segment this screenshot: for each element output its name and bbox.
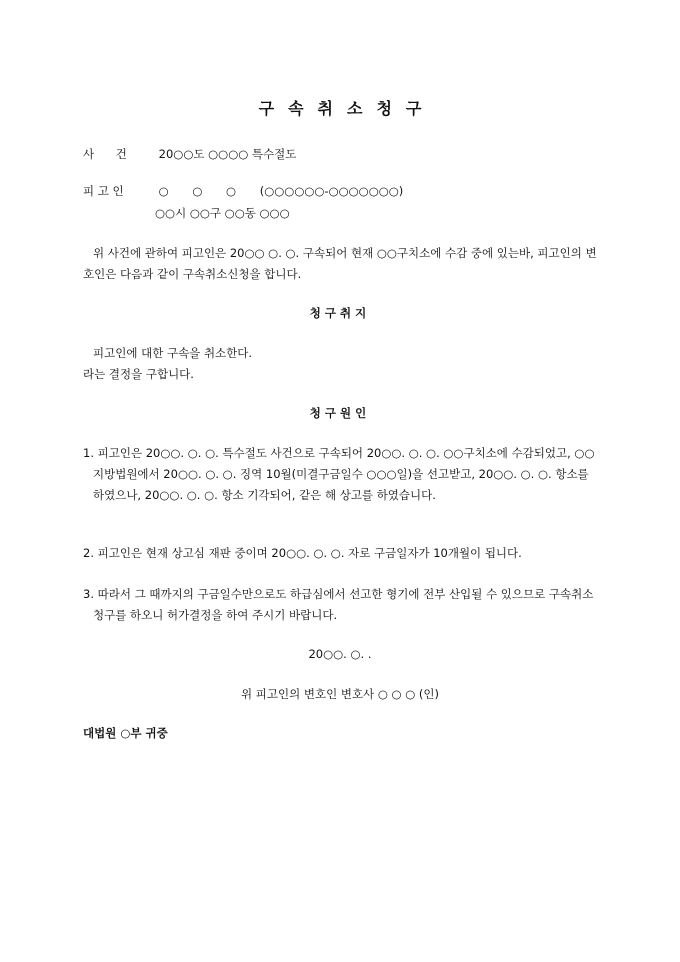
date-line: 20○○. ○. . (308, 647, 372, 661)
case-row (83, 146, 296, 162)
defendant-value: ○ ○ ○ (○○○○○○-○○○○○○○) (158, 184, 404, 198)
defendant-row (83, 183, 403, 199)
claim-line-1: 피고인에 대한 구속을 취소한다. (93, 346, 253, 360)
intro-paragraph: 위 사건에 관하여 피고인은 20○○ ○. ○. 구속되어 현재 ○○구치소에 수감 중에 있는바, 피고인의 변호인은 다음과 같이 구속취소신청을 합니다. (83, 246, 597, 281)
reason-item-3: 3. 따라서 그 때까지의 구금일수만으로도 하급심에서 선고한 형기에 전부 산입될 수 있으므로 구속취소청구를 하오니 허가결정을 하여 주시기 바랍니다. (83, 587, 594, 622)
signature-line: 위 피고인의 변호인 변호사 ○ ○ ○ (인) (241, 687, 439, 701)
reason-item-1: 1. 피고인은 20○○. ○. ○. 특수절도 사건으로 구속되어 20○○. ○. ○. ○○구치소에 수감되었고, ○○지방법원에서 20○○. ○. ○. 징역 10월(미결구금일수 ○○○일)을 선고받고, 20○○. ○. ○. 항소를 하였으나, 20○○. ○. ○. 항소 기각되어, 같은 해 상고를 하였습니다. (83, 446, 595, 502)
reason-item-2: 2. 피고인은 현재 상고심 재판 중이며 20○○. ○. ○. 자로 구금일자가 10개월이 됩니다. (83, 546, 522, 560)
defendant-label: 피 고 인 (83, 184, 124, 198)
case-value: 20○○도 ○○○○ 특수절도 (158, 147, 297, 161)
case-label: 사 건 (83, 147, 127, 161)
section-heading-reason: 청구원인 (309, 406, 371, 420)
section-heading-claim: 청구취지 (309, 306, 371, 320)
claim-line-2: 라는 결정을 구합니다. (83, 367, 194, 381)
defendant-address: ○○시 ○○구 ○○동 ○○○ (155, 206, 290, 220)
court-addressee: 대법원 ○부 귀중 (83, 726, 168, 740)
document-title: 구속취소청구 (258, 99, 436, 118)
